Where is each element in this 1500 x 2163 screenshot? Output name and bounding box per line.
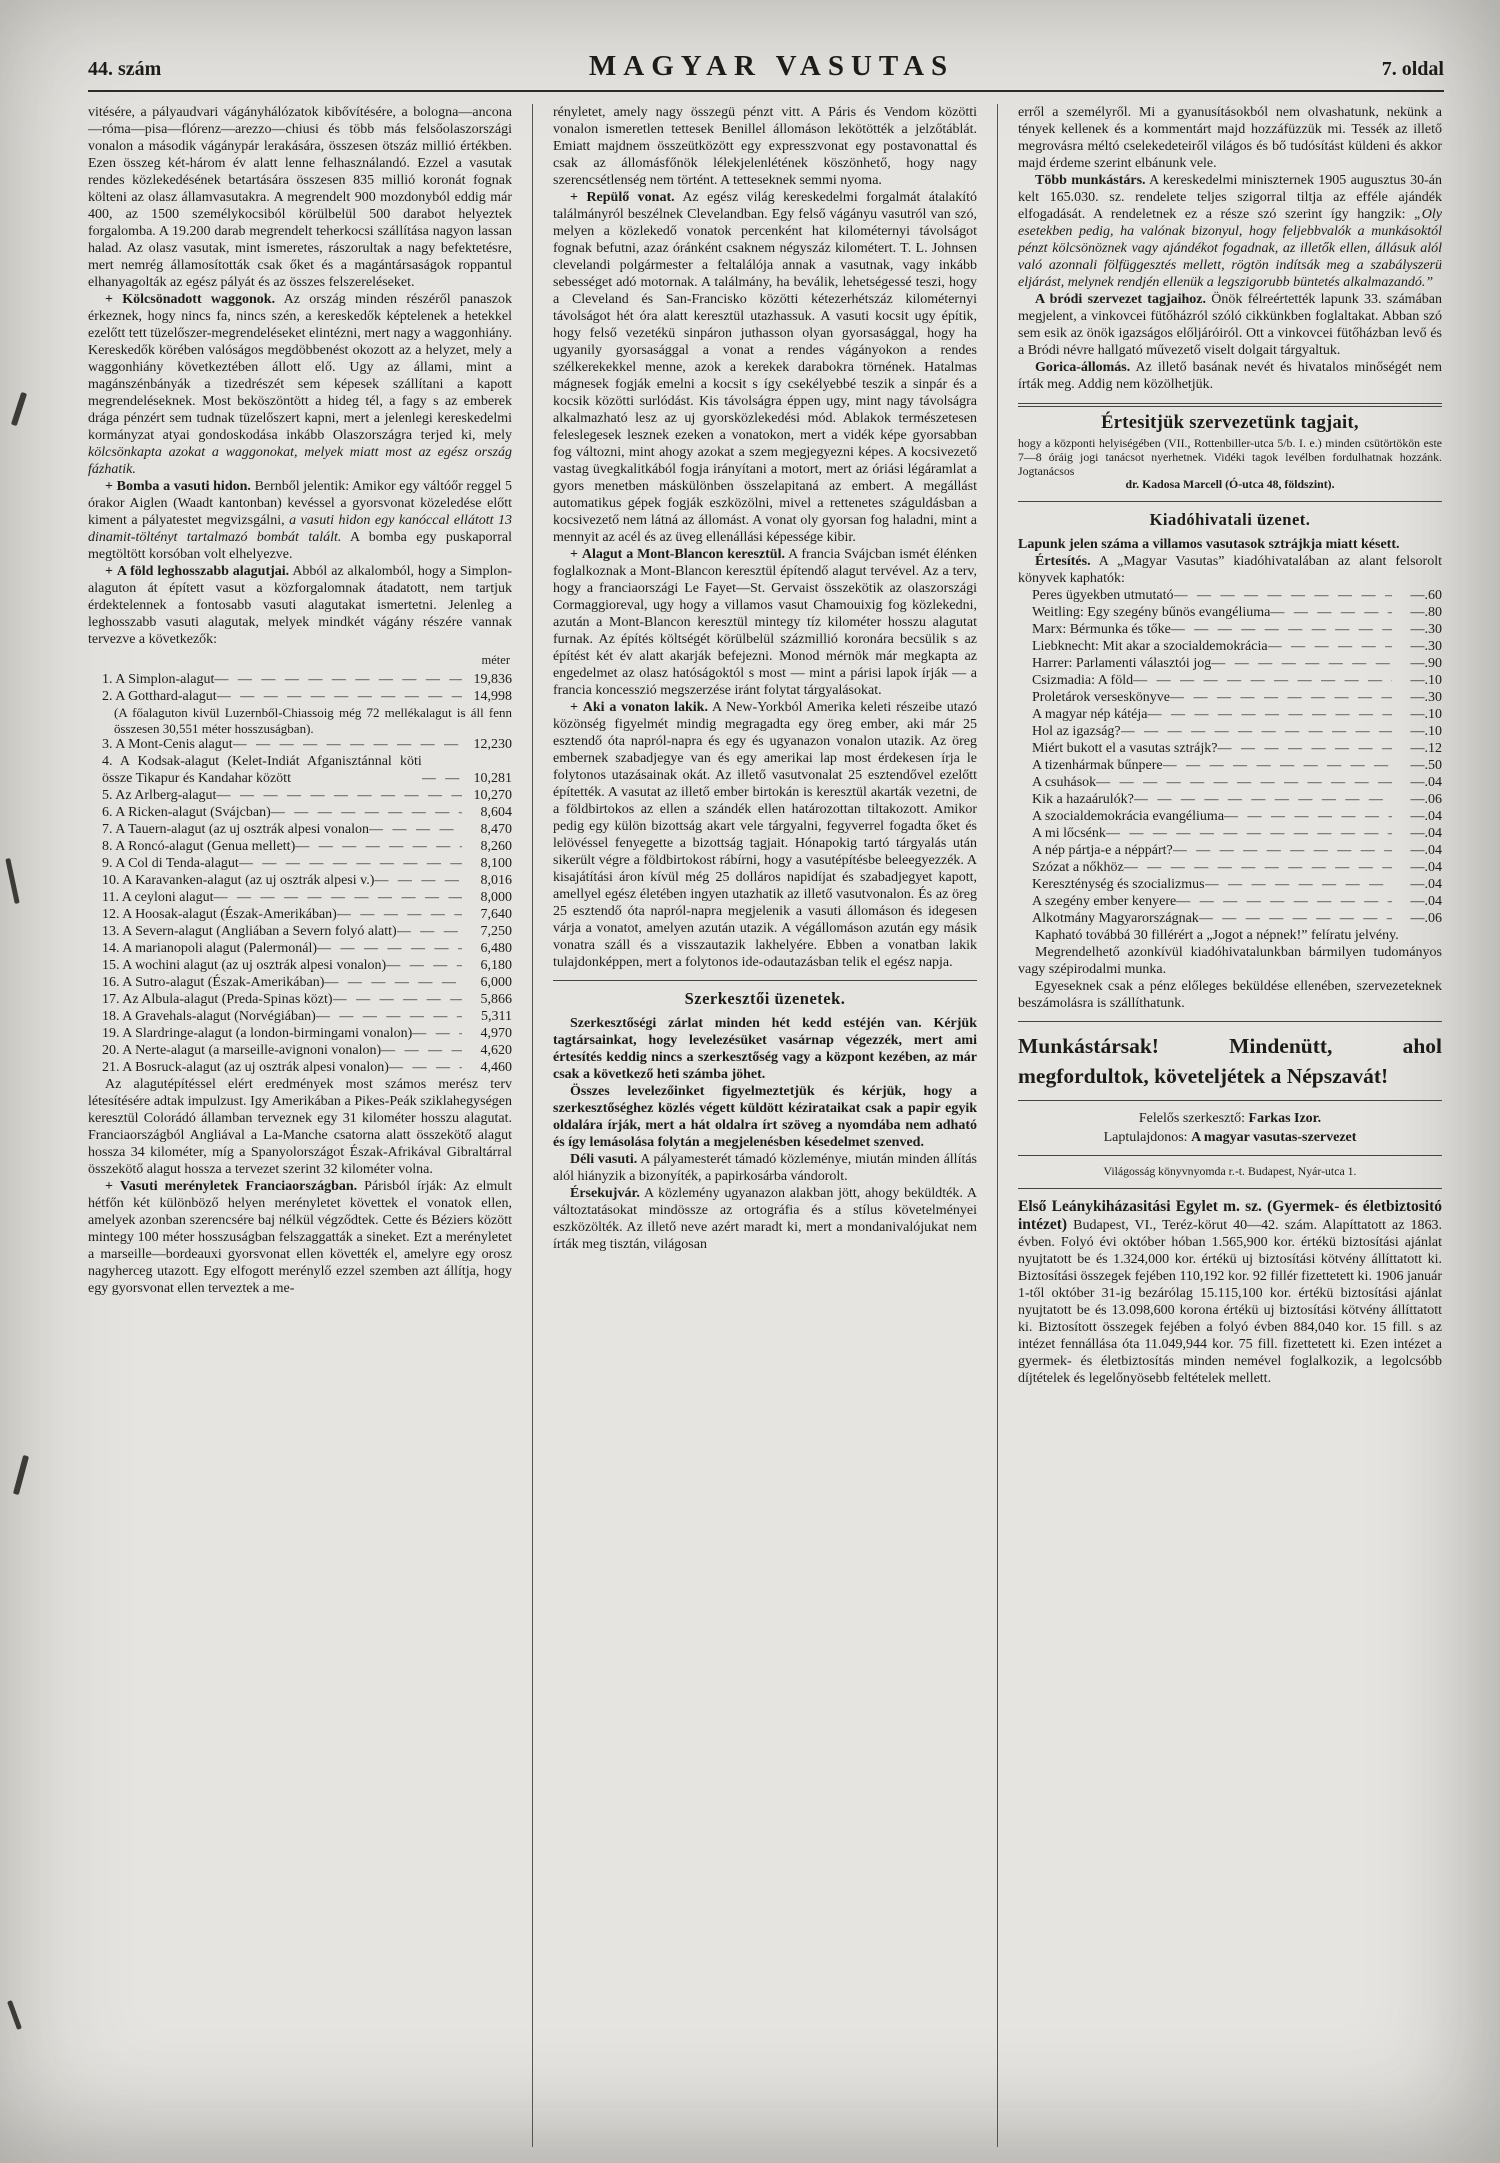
book-price: —.04: [1410, 826, 1442, 842]
tunnel-row: [88, 753, 512, 787]
tunnel-length: 4,620: [480, 1043, 512, 1058]
reply-body: Önök félreértették lapunk 33. számában megjelent, a vinkovcei fütőházról szóló cikkünkben foglaltakat. Abban szó sem esik az önök igazságos előljáróiról. Ott a vinkovcei fütőházban levő és a Bródi névre hallgató művezető viselt dolgait tárgyaltuk.: [1018, 292, 1442, 358]
dash-leader: [233, 736, 462, 753]
article-alagut-eredmenyek: Az alagutépítéssel elért eredmények most számos merész terv létesítésére adtak impulzust. Igy Amerikában a Pikes-Peák sziklahegységen keresztül Colorádó államban terveznek egy 31 kilométer hosszu alagutat. Franciaországból Angliával a La-Manche csatorna alatt összekötő alagut hossza 34 kilométer, míg a Spanyolországot Észak-Afrikával Gibraltárral összekötő alagut hossza a tervezet szerint 32 kilométer volna.: [88, 1077, 512, 1177]
article-heading: A föld leghosszabb alagutjai.: [116, 564, 290, 579]
tunnel-row: [88, 804, 512, 821]
book-row: [1018, 825, 1442, 842]
book-title: Hol az igazság?: [1032, 724, 1121, 740]
tunnel-row: [88, 991, 512, 1008]
tunnel-name: 13. A Severn-alagut (Angliában a Severn folyó alatt): [102, 924, 397, 939]
ad-body: Budapest, VI., Teréz-körut 40—42. szám. Alapíttatott az 1863. évben. Folyó évi október hóban 1.565,900 kor. értékü biztosítási ajánlat nyujtatott be és 1.324,000 kor. értékü uj biztosítási kötvény állíttatott ki. Biztosítási összegek fejében 110,192 kor. 92 fillér fizettetett ki. 1906 január 1-től október 31-ig bezárólag 15.115,100 kor. értékü biztosítási ajánlat nyujtatott be és 13.098,600 korona értékü uj biztosítási kötvény állíttatott ki. Biztosított összegek fejében a folyó évben 884,040 kor. 15 fill. s az intézet fennállása óta 11.049,944 kor. 75 fill. fizettetett ki. Ezen intézet a gyermek- és életbiztosítás minden nemével foglalkozik, a legolcsóbb díjtételek és legelőnyösebb feltételek mellett.: [1018, 1217, 1442, 1386]
book-title: Kik a hazaárulók?: [1032, 792, 1134, 808]
book-title: A magyar nép kátéja: [1032, 707, 1148, 723]
article-bomba-a-vasuti-hidon: [88, 478, 512, 563]
double-rule: [1018, 403, 1442, 407]
masthead: [88, 50, 1444, 92]
dash-leader: [1171, 621, 1392, 638]
article-body: A francia Svájcban ismét élénken foglalkoznak a Mont-Blancon keresztül építendő alagut tervével. Az a terv, hogy a franciaországi Le Fayet—St. Gervaist összekötik az olaszországi Cormaggioreval, ugy hogy a villamos vasut Chamouixig fog közlekedni, azután a Mont-Blancon keresztül mintegy tíz kilométer hosszu alagutat furnak. Az építés költségét körülbelül százmillió koronára becsülik s az építést két év alatt akarják befejezni. Monod mérnök már megkapta az engedelmet az olasz hatóságoktól s most — mint a párisi lapok írják — a francia koncesszió megszerzése iránt folytat tárgyalásokat.: [553, 547, 977, 698]
dash-leader: [333, 991, 462, 1008]
tunnel-name: 2. A Gotthard-alagut: [102, 689, 217, 704]
dagger-icon: +: [105, 564, 113, 579]
article-continuation: erről a személyről. Mi a gyanusításokból nem olvashatunk, nekünk a tények kellenek és a kommentárt majd hozzáfüzzük mi. Tessék az illető megrovásra méltó cselekedeteiről világos és bő tudósítást küldeni és akkor majd érdeme szerint elbánunk vele.: [1018, 105, 1442, 171]
article-vasuti-merenyletek: [88, 1178, 512, 1297]
tunnel-name: 9. A Col di Tenda-alagut: [102, 856, 239, 871]
book-price: —.06: [1410, 792, 1442, 808]
editorial-reply-deli-vasuti: [553, 1151, 977, 1185]
dash-leader: [1173, 842, 1392, 859]
book-row: [1018, 774, 1442, 791]
dagger-icon: +: [570, 547, 578, 562]
dash-leader: [389, 1059, 462, 1076]
tunnel-length: 4,970: [480, 1026, 512, 1041]
tunnel-row: [88, 957, 512, 974]
tunnel-length: 19,836: [473, 672, 512, 687]
book-row: [1018, 842, 1442, 859]
book-price: —.04: [1410, 877, 1442, 893]
book-price: —.90: [1410, 656, 1442, 672]
dash-leader: [1133, 672, 1392, 689]
article-continuation: vitésére, a pályaudvari vágányhálózatok kibővítésére, a bologna—ancona—róma—pisa—flórenz—arezzo—chiusi és több más felsőolaszországi vonalon a második vágánypár lerakására, összesen ötszáz millió értékben. Ezen összeg két-három év alatt lenne felhasználandó. Ezzel a vasutak rendes közlekedésének betartására összesen 835 millió koronát fognak költeni az olasz államvasutakra. A megrendelt 900 mozdonyból eddig már 400, az 1500 személykocsiból körülbelül 500 darabot helyeztek forgalomba. A 19.200 darab megrendelt teherkocsi szállítása nagyon lassan halad. Az olasz vasutak, mint ismeretes, rászorultak a nagy befektetésre, mert nemrég államosították csak őket és a magántársaságok roppantul elhanyagolták az egész pályát és az összes felszereléseket.: [88, 105, 512, 290]
dash-leader: [1270, 604, 1392, 621]
book-title: A tizenhármak bűnpere: [1032, 758, 1163, 774]
section-header-kiadohivatali-uzenet: Kiadóhivatali üzenet.: [1149, 510, 1311, 530]
dagger-icon: +: [570, 190, 578, 205]
dagger-icon: +: [105, 479, 113, 494]
book-title: Alkotmány Magyarországnak: [1032, 911, 1199, 927]
book-title: Csizmadia: A föld: [1032, 673, 1134, 689]
tunnel-row: [88, 906, 512, 923]
tunnel-row: [88, 974, 512, 991]
tunnel-name: 17. Az Albula-alagut (Preda-Spinas közt): [102, 992, 333, 1007]
editorial-reply-tobb-munkastars: [1018, 172, 1442, 291]
dash-leader: [1211, 655, 1392, 672]
dash-leader: [216, 787, 462, 804]
editorial-notice: Szerkesztőségi zárlat minden hét kedd estéjén van. Kérjük tagtársainkat, hogy levelezésüket vasárnap végezzék, mert ami értesítés keddig nincs a szerkesztőség vagy a központ kezében, az már csak a következő heti számba jöhet.: [553, 1016, 977, 1082]
tunnel-length: 7,250: [480, 924, 512, 939]
scan-artifact: [11, 392, 27, 426]
tunnel-name: 7. A Tauern-alagut (az uj osztrák alpesi vonalon: [102, 822, 370, 837]
tunnel-length: 8,260: [480, 839, 512, 854]
dash-leader: [1121, 723, 1392, 740]
publisher-note: Megrendelhető azonkívül kiadóhivatalunkban bármilyen tudományos vagy szépirodalmi munka.: [1018, 945, 1442, 978]
lawyer-line: dr. Kadosa Marcell (Ó-utca 48, földszint).: [1125, 477, 1335, 492]
tunnel-length: 6,480: [480, 941, 512, 956]
column-1: [88, 104, 512, 2147]
tunnel-name: 11. A ceyloni alagut: [102, 890, 214, 905]
book-row: [1018, 621, 1442, 638]
reply-heading: Gorica-állomás.: [1035, 360, 1131, 375]
tunnel-note: (A főalaguton kivül Luzernből-Chiassoig még 72 mellékalagut is áll fenn összesen 30,551 méter hosszuságban).: [114, 705, 512, 736]
tunnel-row: [88, 787, 512, 804]
book-row: [1018, 893, 1442, 910]
book-title: A szegény ember kenyere: [1032, 894, 1177, 910]
dash-leader: [1106, 825, 1392, 842]
tunnel-row: [88, 736, 512, 753]
dash-leader: [1170, 689, 1392, 706]
section-divider: [1018, 1155, 1442, 1156]
page-title: MAGYAR VASUTAS: [588, 50, 955, 82]
dash-leader: [1205, 876, 1392, 893]
book-price: —.30: [1410, 622, 1442, 638]
owner-name: A magyar vasutas-szervezet: [1191, 1130, 1357, 1146]
book-row: [1018, 655, 1442, 672]
tunnel-length: 8,000: [480, 890, 512, 905]
book-price: —.10: [1410, 673, 1442, 689]
book-title: Kereszténység és szocializmus: [1032, 877, 1205, 893]
tunnel-name: 16. A Sutro-alagut (Észak-Amerikában): [102, 975, 325, 990]
book-row: [1018, 876, 1442, 893]
tunnel-length: 8,100: [480, 856, 512, 871]
notice-heading: Értesítés.: [1035, 554, 1091, 570]
tunnel-name: 8. A Roncó-alagut (Genua mellett): [102, 839, 296, 854]
tunnel-row: [88, 940, 512, 957]
tunnel-length: 7,640: [480, 907, 512, 922]
notice-body: A „Magyar Vasutas” kiadóhivatalában az alant felsorolt könyvek kaphatók:: [1018, 554, 1442, 587]
dash-leader: [271, 804, 462, 821]
tunnel-row: [88, 889, 512, 906]
tunnel-name: 5. Az Arlberg-alagut: [102, 788, 217, 803]
article-heading: Repülő vonat.: [586, 190, 675, 205]
section-divider: [1018, 1100, 1442, 1101]
book-row: [1018, 859, 1442, 876]
tunnel-length: 6,000: [480, 975, 512, 990]
tunnel-length: 12,230: [473, 737, 512, 752]
dash-leader: [1224, 808, 1392, 825]
article-body: Párisból írják: Az elmult hétfőn két különböző helyen merényletet követtek el vonatok ellen, amelyek azonban szerencsére baj nélkül végződtek. Cette és Béziers között mintegy 100 méter hosszuságban felszaggatták a sineket. Ezt a merényletet a marseille—bordeauxi gyorsvonat ellen követték el, amelyre egy orosz nagyherceg utazott. Egy elfogott merénylő ezzel szemben azt állítja, hogy egy gyorsvonat ellen terveztek a me-: [88, 1179, 512, 1296]
issue-number: 44. szám: [88, 58, 162, 80]
dash-leader: [295, 838, 462, 855]
scan-artifact: [7, 2000, 22, 2030]
article-body: Az egész világ kereskedelmi forgalmát átalakító találmányról beszélnek Clevelandban. Egy felső vágányu vasutról van szó, melyen a közlekedő vonatok percenként hat kilométernyi távolságot fognak befutni, azaz óránként csaknem négyszáz kilométert. T. L. Johnsen clevelandi polgármester a feltalálója annak a vasutnak, vagy inkább sebességet adó motornak. A találmány, ha beválik, lehetségessé teszi, hogy a Cleveland és San-Francisko közötti kétezerhétszáz kilométernyi távolságot hét óra alatt keresztül utazhassuk. A vasuti kocsit ugy építik, hogy felső vezetékü sinpáron juthasson olyan gyorsasággal, hogy ha ugyanily gyorsasággal a vonat a rendes vágányokon a rendes szélkerekekkel menne, azok a kerekek darabokra törnének. Hatalmas mágnesek fogják emelni a kocsit s így csekélyebbé teszik a sinpár és a kocsik közötti surlódást. Kis távolságra éppen ugy, mint nagy távolságra alkalmazható lesz az uj gyorsközlekedési mód. Ablakok természetesen feleslegesek lesznek ezeken a vonatokon, mert a vidék képe gyorsabban fog változni, mint ahogy azokat a szem megjegyezni képes. A kocsivezető vastag üvegkalitkából fogja irányítani a motort, mert az óriási légáramlat a gyors menetben máskülönben összelapitaná az embert. A megállást automatikus gépek fogják eszközölni, mivel a rettenetes száguldásban a kocsivezető nem látná az állomást. A vonat oly gyorsan fog haladni, mint a mennyit az acél és az üveg ellenállási képessége kibir.: [553, 190, 977, 545]
book-price: —.30: [1410, 690, 1442, 706]
article-aki-a-vonaton-lakik: [553, 699, 977, 971]
tunnel-row: [88, 1059, 512, 1076]
dash-leader: [213, 889, 462, 906]
dash-leader: [1134, 791, 1392, 808]
book-title: A szocialdemokrácia evangéliuma: [1032, 809, 1225, 825]
editor-name: Farkas Izor.: [1248, 1111, 1322, 1127]
publisher-note: Kapható továbbá 30 fillérért a „Jogot a népnek!” felíratu jelvény.: [1035, 928, 1399, 944]
tunnel-row: [88, 1042, 512, 1059]
book-row: [1018, 672, 1442, 689]
reply-body: A közlemény ugyanazon alakban jött, ahogy beküldték. A változtatásokat mindössze az ortográfia és a stílus követelményei eszközölték. Az illető neve azért maradt ki, mert a mondanivalójukat nem írták meg tisztán, világosan: [553, 1186, 977, 1252]
book-price: —.04: [1410, 894, 1442, 910]
book-row: [1018, 791, 1442, 808]
editorial-reply-brodi-szervezet: [1018, 291, 1442, 359]
reply-heading: Érsekujvár.: [570, 1186, 640, 1201]
book-title: Liebknecht: Mit akar a szocialdemokrácia: [1032, 639, 1268, 655]
dash-leader: [422, 770, 462, 787]
column-divider: [532, 104, 533, 2147]
column-3: [1018, 104, 1442, 2147]
dash-leader: [374, 872, 462, 889]
book-row: [1018, 689, 1442, 706]
book-row: [1018, 740, 1442, 757]
book-price: —.10: [1410, 707, 1442, 723]
tunnel-length: 8,470: [480, 822, 512, 837]
article-heading: Alagut a Mont-Blancon keresztül.: [581, 547, 785, 562]
owner-label: Laptulajdonos:: [1103, 1130, 1192, 1146]
tunnel-name: 3. A Mont-Cenis alagut: [102, 737, 233, 752]
imprint-owner: [1018, 1129, 1442, 1146]
tunnel-name: 6. A Ricken-alagut (Svájcban): [102, 805, 271, 820]
book-list: [1018, 587, 1442, 927]
dash-leader: [1147, 706, 1392, 723]
book-title: Miért bukott el a vasutas sztrájk?: [1032, 741, 1218, 757]
article-body: Abból az alkalomból, hogy a Simplon-alaguton át épített vasut a közforgalomnak átadatott, nem tartjuk érdektelennek a fontosabb vasuti alagutakat ismertetni. Jelenleg a leghosszabb vasuti alagutak, melyek mindkét vágány részére vannak tervezve a következők:: [88, 564, 512, 647]
section-divider: [1018, 501, 1442, 502]
dash-leader: [369, 821, 462, 838]
article-heading: Aki a vonaton lakik.: [582, 700, 708, 715]
tunnel-length: 6,180: [480, 958, 512, 973]
tunnel-length: 5,866: [480, 992, 512, 1007]
book-row: [1018, 587, 1442, 604]
dash-leader: [1176, 893, 1392, 910]
book-price: —.04: [1410, 809, 1442, 825]
imprint-editor: [1018, 1110, 1442, 1127]
article-body-tail: A bomba egy puskaporral megtöltött korsóban volt elhelyezve.: [88, 530, 512, 562]
reply-heading: Több munkástárs.: [1035, 173, 1146, 188]
book-price: —.12: [1410, 741, 1442, 757]
dash-leader: [397, 923, 462, 940]
publisher-note: Egyeseknek csak a pénz előleges beküldése ellenében, szervezeteknek beszámolásra is szállíthatunk.: [1018, 979, 1442, 1012]
page-content: [88, 104, 1444, 2147]
dagger-icon: +: [105, 292, 113, 307]
tunnel-length: 5,311: [481, 1009, 512, 1024]
book-title: Weitling: Egy szegény bűnös evangéliuma: [1032, 605, 1271, 621]
dash-leader: [337, 906, 462, 923]
article-kolcsonadott-waggonok: [88, 291, 512, 478]
scan-artifact: [5, 858, 19, 904]
reply-body: Az illető basának nevét és hivatalos minőségét nem írták meg. Addig nem közölhetjük.: [1018, 360, 1442, 392]
book-title: Proletárok verseskönyve: [1032, 690, 1171, 706]
tunnel-name: 19. A Slardringe-alagut (a london-birmingami vonalon): [102, 1026, 413, 1041]
tunnel-row: [88, 838, 512, 855]
tunnel-name: 21. A Bosruck-alagut (az uj osztrák alpesi vonalon): [102, 1060, 389, 1075]
reply-body: A pályamesterét támadó közleménye, miután minden állítás alól hiányzik a bizonyíték, a papirkosárba vándorolt.: [553, 1152, 977, 1184]
article-body: Az ország minden részéről panaszok érkeznek, hogy nincs fa, nincs szén, a kereskedők képtelenek a hetekkel ezelőtt tett tüzelőszer-megrendeléseket elintézni, mert nagy a waggonhiány. Kereskedők körében valóságos megdöbbenést okozott az a helyzet, mely a waggonhiány következtében állott elő. Ugy az állami, mint a magánszénbányák a tizedrészét sem képesek szállítani a kapott megrendeléseknek. Most beköszöntött a hideg tél, a fagy s az emberek drága pénzért sem tudnak tüzelőszert kapni, mert a jelenlegi kereskedelmi kormányzat atyai gondoskodása inkább Olaszországra terjed ki, mely: [88, 292, 512, 443]
tunnel-row: [88, 1008, 512, 1025]
tunnel-row: [88, 688, 512, 705]
section-divider: [553, 980, 977, 981]
dash-leader: [1268, 638, 1392, 655]
article-body-italic: kölcsönkapta azokat a waggonokat, melyek miatt most az egész ország fázhatik.: [88, 445, 512, 477]
dash-leader: [1174, 587, 1392, 604]
book-title: Szózat a nőkhöz: [1032, 860, 1124, 876]
article-heading: Vasuti merényletek Franciaországban.: [120, 1179, 358, 1194]
article-repulo-vonat: [553, 189, 977, 546]
dash-leader: [412, 1025, 462, 1042]
tunnel-length: 10,281: [473, 771, 512, 786]
article-body-italic: a vasuti hidon egy kanóccal ellátott 13 dinamit-töltényt tartalmazó bombát talált.: [88, 513, 512, 545]
article-leghosszabb-alagutjai: [88, 563, 512, 648]
tunnel-name: 20. A Nerte-alagut (a marseille-avignoni vonalon): [102, 1043, 382, 1058]
insurance-ad: [1018, 1198, 1442, 1387]
editorial-reply-ersekujvar: [553, 1185, 977, 1253]
article-body: Bernből jelentik: Amikor egy váltóőr reggel 5 órakor Aiglen (Waadt kantonban) kevéssel a gyorsvonat közeledése előtt kiment a pályatestet megvizsgálni,: [88, 479, 512, 528]
tunnel-row: [88, 923, 512, 940]
tunnel-name: 1. A Simplon-alagut: [102, 672, 215, 687]
article-mont-blancon-keresztul: [553, 546, 977, 699]
imprint-printer: Világosság könyvnyomda r.-t. Budapest, Nyár-utca 1.: [1103, 1164, 1357, 1179]
article-continuation: rényletet, amely nagy összegü pénzt vitt. A Páris és Vendom közötti vonalon ismeretlen tettesek Benillel állomáson lekötötték a jelzőtáblát. Emiatt majdnem összeütközött egy expresszvonat egy postavonattal és csak az állomásfőnök lélekjelenlétének köszönhető, hogy nagy szerencsétlenség nem történt. A tetteseknek semmi nyoma.: [553, 105, 977, 188]
dash-leader: [1163, 757, 1392, 774]
publisher-notice-books: [1018, 553, 1442, 587]
tunnel-name: 18. A Gravehals-alagut (Norvégiában): [102, 1009, 316, 1024]
section-header-szerkesztoi-uzenetek: Szerkesztői üzenetek.: [684, 989, 846, 1008]
book-price: —.04: [1410, 843, 1442, 859]
tunnel-name: 10. A Karavanken-alagut (az uj osztrák alpesi v.): [102, 873, 375, 888]
reply-quote: „Oly esetekben pedig, ha valónak bizonyul, hogy feljebbvalók a munkásoktól pénzt kölcsönöznek vagy ajándékot fogadnak, az illetők ellen, állásuk alól való azonnali fölfüggesztés mellett, rögtön indítsák meg a szabályszerü eljárást, melynek rendjén ellenük a legszigorubb büntetés alkalmazandó.”: [1018, 207, 1442, 290]
tunnel-row: [88, 821, 512, 838]
book-price: —.50: [1410, 758, 1442, 774]
page-number: 7. oldal: [1381, 58, 1444, 80]
book-price: —.30: [1410, 639, 1442, 655]
ad-heading: Első Leánykiházasitási Egylet m. sz. (Gyermek- és életbiztositó intézet): [1018, 1197, 1442, 1233]
column-divider: [997, 104, 998, 2147]
reply-body: A kereskedelmi miniszternek 1905 augusztus 30-án kelt 165.030. sz. rendelete teljes szigorral tiltja az efféle ajándék elfogadását. A rendeletnek ez a része szó szerint így hangzik:: [1018, 173, 1442, 222]
book-row: [1018, 723, 1442, 740]
editor-label: Felelős szerkesztő:: [1138, 1111, 1249, 1127]
tunnel-name: 14. A marianopoli alagut (Palermonál): [102, 941, 318, 956]
book-row: [1018, 757, 1442, 774]
reply-heading: A bródi szervezet tagjaihoz.: [1035, 292, 1206, 307]
dash-leader: [316, 1008, 462, 1025]
article-heading: Bomba a vasuti hidon.: [116, 479, 251, 494]
tunnel-name: 15. A wochini alagut (az uj osztrák alpesi vonalon): [102, 958, 387, 973]
dash-leader: [317, 940, 462, 957]
tunnel-row: [88, 855, 512, 872]
book-title: Marx: Bérmunka és tőke: [1032, 622, 1171, 638]
dash-leader: [239, 855, 462, 872]
scan-artifact: [13, 1455, 29, 1495]
nepszava-appeal: Munkástársak! Mindenütt, ahol megfordultok, követeljétek a Népszavát!: [1018, 1034, 1442, 1089]
tunnel-row: [88, 1025, 512, 1042]
book-price: —.04: [1410, 860, 1442, 876]
reply-heading: Déli vasuti.: [570, 1152, 638, 1167]
book-price: —.80: [1410, 605, 1442, 621]
book-row: [1018, 604, 1442, 621]
tunnel-length: 8,016: [480, 873, 512, 888]
tunnel-row: [88, 671, 512, 688]
notice-body: hogy a központi helyiségében (VII., Rottenbiller-utca 5/b. I. e.) minden csütörtökön este 7—8 óráig jogi tanácsot nyerhetnek. Vidéki tagok levélben fordulhatnak hozzánk. Jogtanácsos: [1018, 436, 1442, 478]
tunnel-length: 10,270: [473, 788, 512, 803]
tunnel-list: [88, 671, 512, 705]
dash-leader: [217, 688, 462, 705]
book-price: —.60: [1410, 588, 1442, 604]
section-divider: [1018, 1188, 1442, 1189]
tunnel-length: 14,998: [473, 689, 512, 704]
article-body: A New-Yorkból Amerika keleti részeibe utazó közönség figyelmét mindig megragadta egy öreg ember, aki már 25 esztendő óta napról-napra és egy és ugyanazon vonalon utazik. Az öreg embernek szabadjegye van és egy amerikai lap most érdekesen írja le folytonos utazásainak okát. Az illető vasutvonalat 25 esztendővel ezelőtt építették. A vasutat az illető ember birtokán is keresztül akarták vezetni, de a földbirtokos az ellen a szándék ellen határozottan tiltakozott. Amikor pedig egy külön bizottság akart vele tárgyalni, fegyverrel fogadta őket és lelövéssel fenyegette a bizottság tagjait. Hónapokig tartó tárgyalás után sikerült végre a földbirtokost rábírni, hogy a vasutépítésbe beleegyezzék. A kisajátítási áron kívül még 25 dolláros napidíjat és szabadjegyet kapott, amellyel egész életében ingyen utazhatik az illető vasutvonalon. És az öreg 25 esztendő óta napról-napra megjelenik a vasuti állomáson és idegesen várja a vonatot, amelyen azután utazik. A végállomáson azután egy másik vonatra száll és a visszautazik lakhelyére. Ebben a vonatban lakik tulajdonképpen, mert a folytonos ide-odautazásban telik el egész napja.: [553, 700, 977, 970]
article-heading: Kölcsönadott waggonok.: [122, 292, 276, 307]
book-price: —.06: [1410, 911, 1442, 927]
dagger-icon: +: [570, 700, 578, 715]
book-row: [1018, 638, 1442, 655]
dash-leader: [1199, 910, 1392, 927]
dash-leader: [1096, 774, 1392, 791]
publisher-notice-strike: Lapunk jelen száma a villamos vasutasok sztrájkja miatt késett.: [1018, 537, 1400, 553]
book-title: A csuhások: [1032, 775, 1097, 791]
editorial-notice: Összes levelezőinket figyelmeztetjük és kérjük, hogy a szerkesztőséghez közlés végett küldött kézirataikat csak a papir egyik oldalára írják, mert a hát oldalra írt szöveg a nyomdába nem adható és így lemásolása folytán a megjelenésben késedelmet szenved.: [553, 1084, 977, 1150]
book-row: [1018, 808, 1442, 825]
book-title: Peres ügyekben utmutató: [1032, 588, 1174, 604]
book-price: —.04: [1410, 775, 1442, 791]
tunnel-row: [88, 872, 512, 889]
book-title: Harrer: Parlamenti választói jog: [1032, 656, 1212, 672]
notice-header: Értesitjük szervezetünk tagjait,: [1101, 413, 1359, 433]
tunnel-list: [88, 736, 512, 1076]
tunnel-length: 8,604: [480, 805, 512, 820]
tunnel-name: 12. A Hoosak-alagut (Észak-Amerikában): [102, 907, 337, 922]
editorial-reply-gorica-allomas: [1018, 359, 1442, 393]
dash-leader: [381, 1042, 462, 1059]
book-price: —.10: [1410, 724, 1442, 740]
dash-leader: [214, 671, 462, 688]
book-title: A mi lőcsénk: [1032, 826, 1106, 842]
tunnel-unit-label: méter: [481, 653, 510, 667]
dash-leader: [386, 957, 462, 974]
section-divider: [1018, 1021, 1442, 1022]
book-row: [1018, 910, 1442, 927]
tunnel-length: 4,460: [480, 1060, 512, 1075]
dash-leader: [1124, 859, 1392, 876]
dash-leader: [324, 974, 462, 991]
tunnel-name: 4. A Kodsak-alagut (Kelet-Indiát Afganisztánnal köti össze Tikapur és Kandahar között: [102, 754, 422, 786]
dagger-icon: +: [105, 1179, 113, 1194]
book-title: A nép pártja-e a néppárt?: [1032, 843, 1173, 859]
book-row: [1018, 706, 1442, 723]
dash-leader: [1217, 740, 1392, 757]
column-2: [553, 104, 977, 2147]
